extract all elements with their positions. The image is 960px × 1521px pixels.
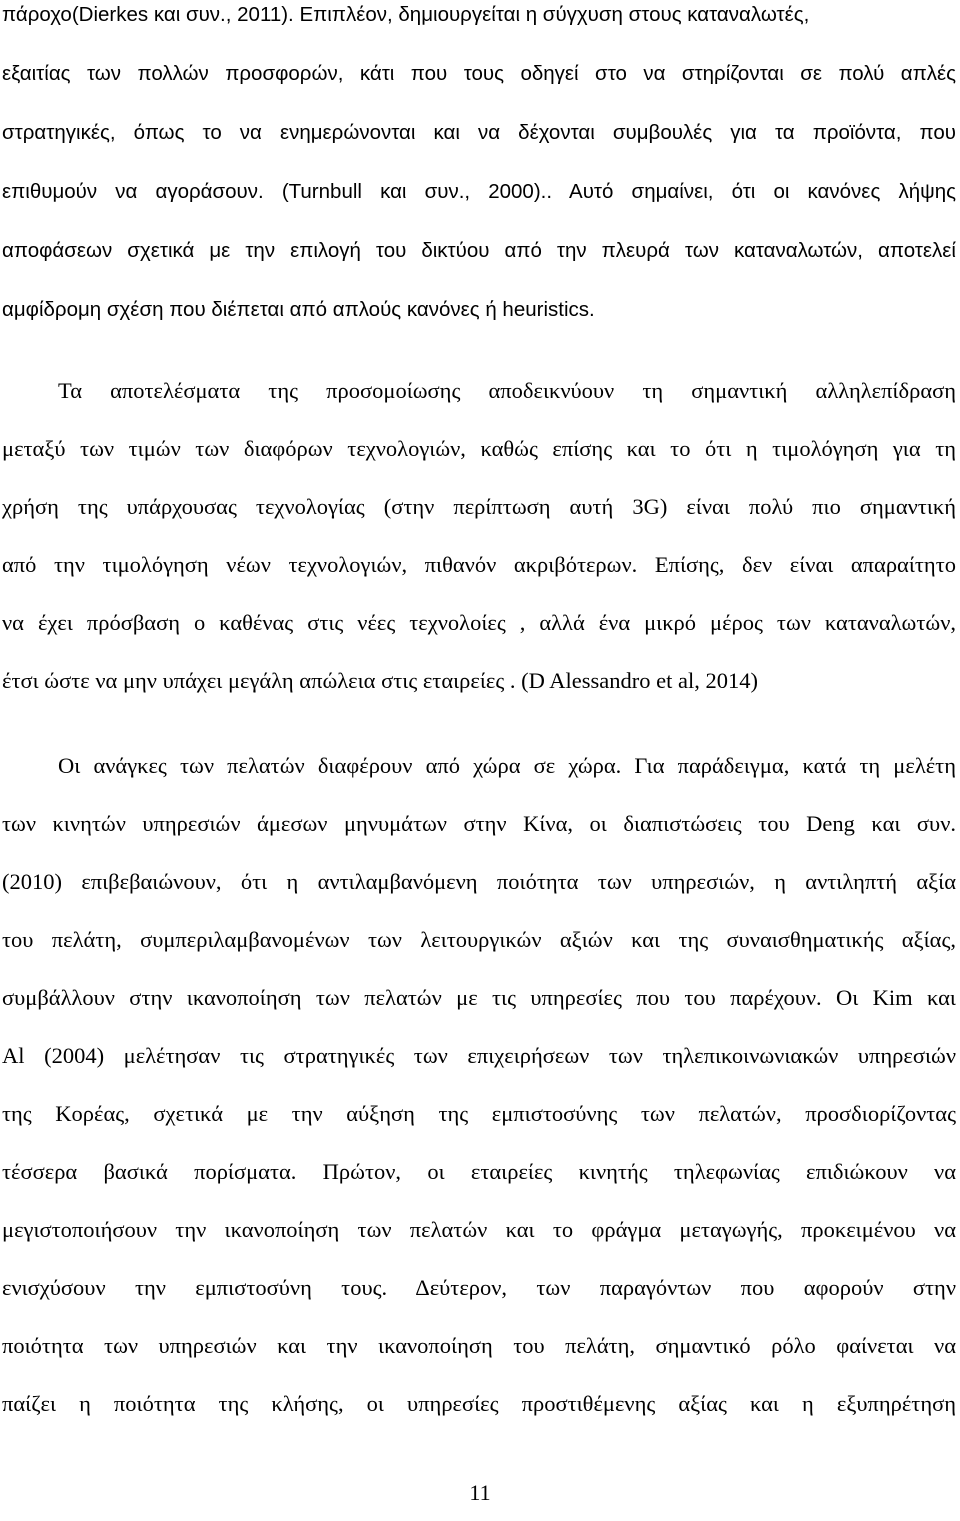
text-line: αμφίδρομη σχέση που διέπεται από απλούς κανόνες ή heuristics. — [2, 298, 595, 321]
text-line: να έχει πρόσβαση ο καθένας στις νέες τεχνολοίες , αλλά ένα μικρό μέρος των καταναλωτών, — [2, 610, 956, 635]
text-line: Οι ανάγκες των πελατών διαφέρουν από χώρα σε χώρα. Για παράδειγμα, κατά τη μελέτη — [58, 753, 956, 778]
text-line: ποιότητα των υπηρεσιών και την ικανοποίηση του πελάτη, σημαντικό ρόλο φαίνεται να — [2, 1333, 956, 1358]
text-line: του πελάτη, συμπεριλαμβανομένων των λειτουργικών αξιών και της συναισθηματικής αξίας, — [2, 927, 956, 952]
text-line: από την τιμολόγηση νέων τεχνολογιών, πιθανόν ακριβότερων. Επίσης, δεν είναι απαραίτητο — [2, 552, 956, 577]
text-line: στρατηγικές, όπως το να ενημερώνονται και να δέχονται συμβουλές για τα προϊόντα, που — [2, 121, 956, 144]
text-line: αποφάσεων σχετικά με την επιλογή του δικτύου από την πλευρά των καταναλωτών, αποτελεί — [2, 239, 956, 262]
text-line: συμβάλλουν στην ικανοποίηση των πελατών με τις υπηρεσίες που του παρέχουν. Οι Kim και — [2, 985, 956, 1010]
text-line: εξαιτίας των πολλών προσφορών, κάτι που τους οδηγεί στο να στηρίζονται σε πολύ απλές — [2, 62, 956, 85]
text-line: (2010) επιβεβαιώνουν, ότι η αντιλαμβανόμενη ποιότητα των υπηρεσιών, η αντιληπτή αξία — [2, 869, 956, 894]
page-number: 11 — [469, 1480, 491, 1505]
text-line: επιθυμούν να αγοράσουν. (Turnbull και συν., 2000).. Αυτό σημαίνει, ότι οι κανόνες λήψης — [2, 180, 956, 203]
text-line: παίζει η ποιότητα της κλήσης, οι υπηρεσίες προστιθέμενης αξίας και η εξυπηρέτηση — [2, 1391, 956, 1416]
text-line: χρήση της υπάρχουσας τεχνολογίας (στην περίπτωση αυτή 3G) είναι πολύ πιο σημαντική — [2, 494, 956, 519]
text-line: ενισχύσουν την εμπιστοσύνη τους. Δεύτερον, των παραγόντων που αφορούν στην — [2, 1275, 956, 1300]
text-line: έτσι ώστε να μην υπάχει μεγάλη απώλεια στις εταιρείες . (D Alessandro et al, 2014) — [2, 668, 758, 693]
text-line: των κινητών υπηρεσιών άμεσων μηνυμάτων στην Κίνα, οι διαπιστώσεις του Deng και συν. — [2, 811, 956, 836]
text-line: Al (2004) μελέτησαν τις στρατηγικές των επιχειρήσεων των τηλεπικοινωνιακών υπηρεσιών — [2, 1043, 956, 1068]
text-line: Τα αποτελέσματα της προσομοίωσης αποδεικνύουν τη σημαντική αλληλεπίδραση — [58, 378, 956, 403]
text-line: τέσσερα βασικά πορίσματα. Πρώτον, οι εταιρείες κινητής τηλεφωνίας επιδιώκουν να — [2, 1159, 956, 1184]
text-line: της Κορέας, σχετικά με την αύξηση της εμπιστοσύνης των πελατών, προσδιορίζοντας — [2, 1101, 956, 1126]
text-line: μεγιστοποιήσουν την ικανοποίηση των πελατών και το φράγμα μεταγωγής, προκειμένου να — [2, 1217, 956, 1242]
text-line: μεταξύ των τιμών των διαφόρων τεχνολογιών, καθώς επίσης και το ότι η τιμολόγηση για τη — [2, 436, 956, 461]
text-line: πάροχο(Dierkes και συν., 2011). Επιπλέον, δημιουργείται η σύγχυση στους καταναλωτές, — [2, 3, 810, 26]
